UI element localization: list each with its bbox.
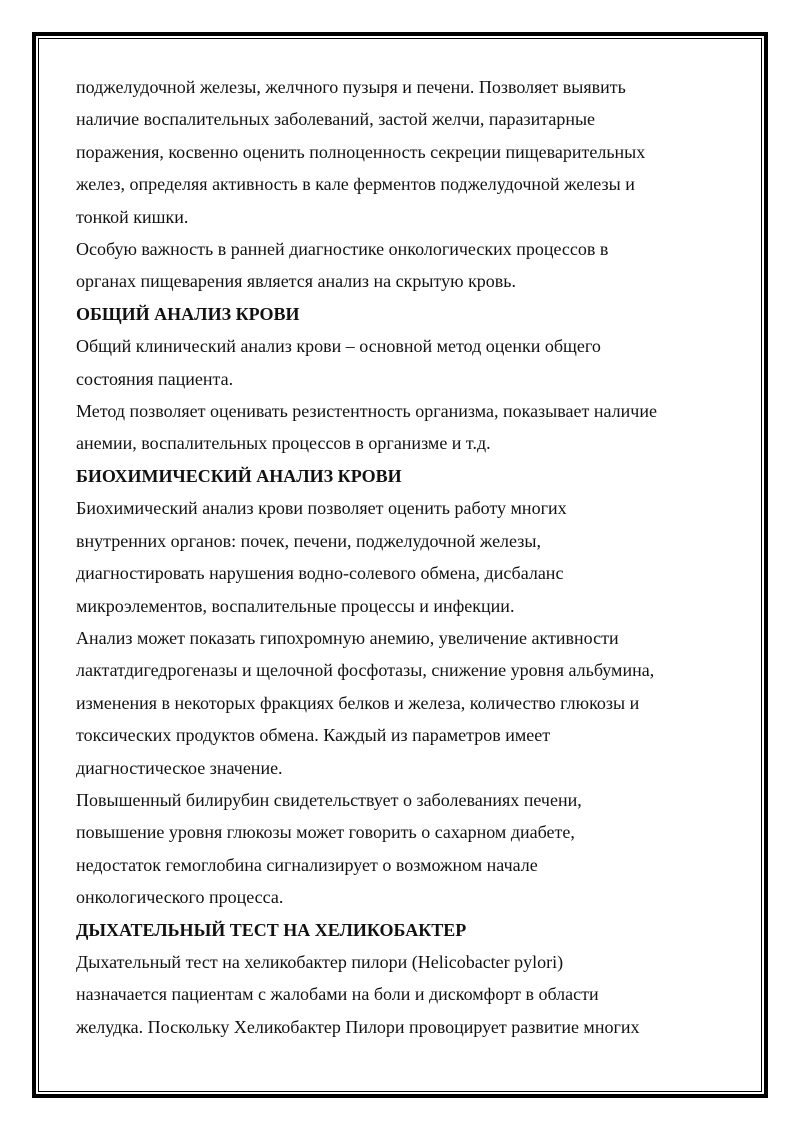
- section-heading-biochemical-blood-test: БИОХИМИЧЕСКИЙ АНАЛИЗ КРОВИ: [76, 465, 402, 486]
- paragraph: [76, 395, 726, 460]
- text-line: недостаток гемоглобина сигнализирует о возможном начале: [76, 854, 538, 875]
- text-line: назначается пациентам с жалобами на боли и дискомфорт в области: [76, 984, 599, 1005]
- text-line: диагностировать нарушения водно-солевого обмена, дисбаланс: [76, 563, 564, 584]
- text-line: Метод позволяет оценивать резистентность организма, показывает наличие: [76, 401, 657, 422]
- text-line: Повышенный билирубин свидетельствует о заболеваниях печени,: [76, 789, 582, 810]
- paragraph: [76, 71, 726, 233]
- text-line: тонкой кишки.: [76, 206, 189, 227]
- paragraph: [76, 946, 726, 1043]
- text-line: диагностическое значение.: [76, 757, 283, 778]
- text-line: повышение уровня глюкозы может говорить о сахарном диабете,: [76, 822, 575, 843]
- paragraph: [76, 492, 726, 622]
- text-line: внутренних органов: почек, печени, поджелудочной железы,: [76, 530, 541, 551]
- text-line: лактатдигедрогеназы и щелочной фосфотазы, снижение уровня альбумина,: [76, 660, 655, 681]
- text-line: токсических продуктов обмена. Каждый из параметров имеет: [76, 725, 551, 746]
- paragraph: [76, 233, 726, 298]
- text-line: органах пищеварения является анализ на скрытую кровь.: [76, 271, 517, 292]
- text-line: Биохимический анализ крови позволяет оценить работу многих: [76, 498, 567, 519]
- text-line: желез, определяя активность в кале ферментов поджелудочной железы и: [76, 174, 635, 195]
- text-line: Общий клинический анализ крови – основной метод оценки общего: [76, 336, 601, 357]
- text-line: анемии, воспалительных процессов в организме и т.д.: [76, 433, 491, 454]
- text-line: поражения, косвенно оценить полноценность секреции пищеварительных: [76, 141, 646, 162]
- text-line: состояния пациента.: [76, 368, 234, 389]
- text-line: Особую важность в ранней диагностике онкологических процессов в: [76, 239, 609, 260]
- section-heading-helicobacter-breath-test: ДЫХАТЕЛЬНЫЙ ТЕСТ НА ХЕЛИКОБАКТЕР: [76, 919, 467, 940]
- text-line: желудка. Поскольку Хеликобактер Пилори провоцирует развитие многих: [76, 1016, 640, 1037]
- text-line: Анализ может показать гипохромную анемию, увеличение активности: [76, 627, 619, 648]
- document-body: [76, 71, 726, 1043]
- section-heading-general-blood-test: ОБЩИЙ АНАЛИЗ КРОВИ: [76, 303, 300, 324]
- text-line: микроэлементов, воспалительные процессы и инфекции.: [76, 595, 515, 616]
- text-line: наличие воспалительных заболеваний, застой желчи, паразитарные: [76, 109, 596, 130]
- paragraph: [76, 330, 726, 395]
- text-line: изменения в некоторых фракциях белков и железа, количество глюкозы и: [76, 692, 640, 713]
- paragraph: [76, 784, 726, 914]
- text-line: поджелудочной железы, желчного пузыря и печени. Позволяет выявить: [76, 77, 626, 97]
- text-line: онкологического процесса.: [76, 887, 284, 908]
- text-line: Дыхательный тест на хеликобактер пилори (Helicobacter pylori): [76, 951, 564, 972]
- paragraph: [76, 622, 726, 784]
